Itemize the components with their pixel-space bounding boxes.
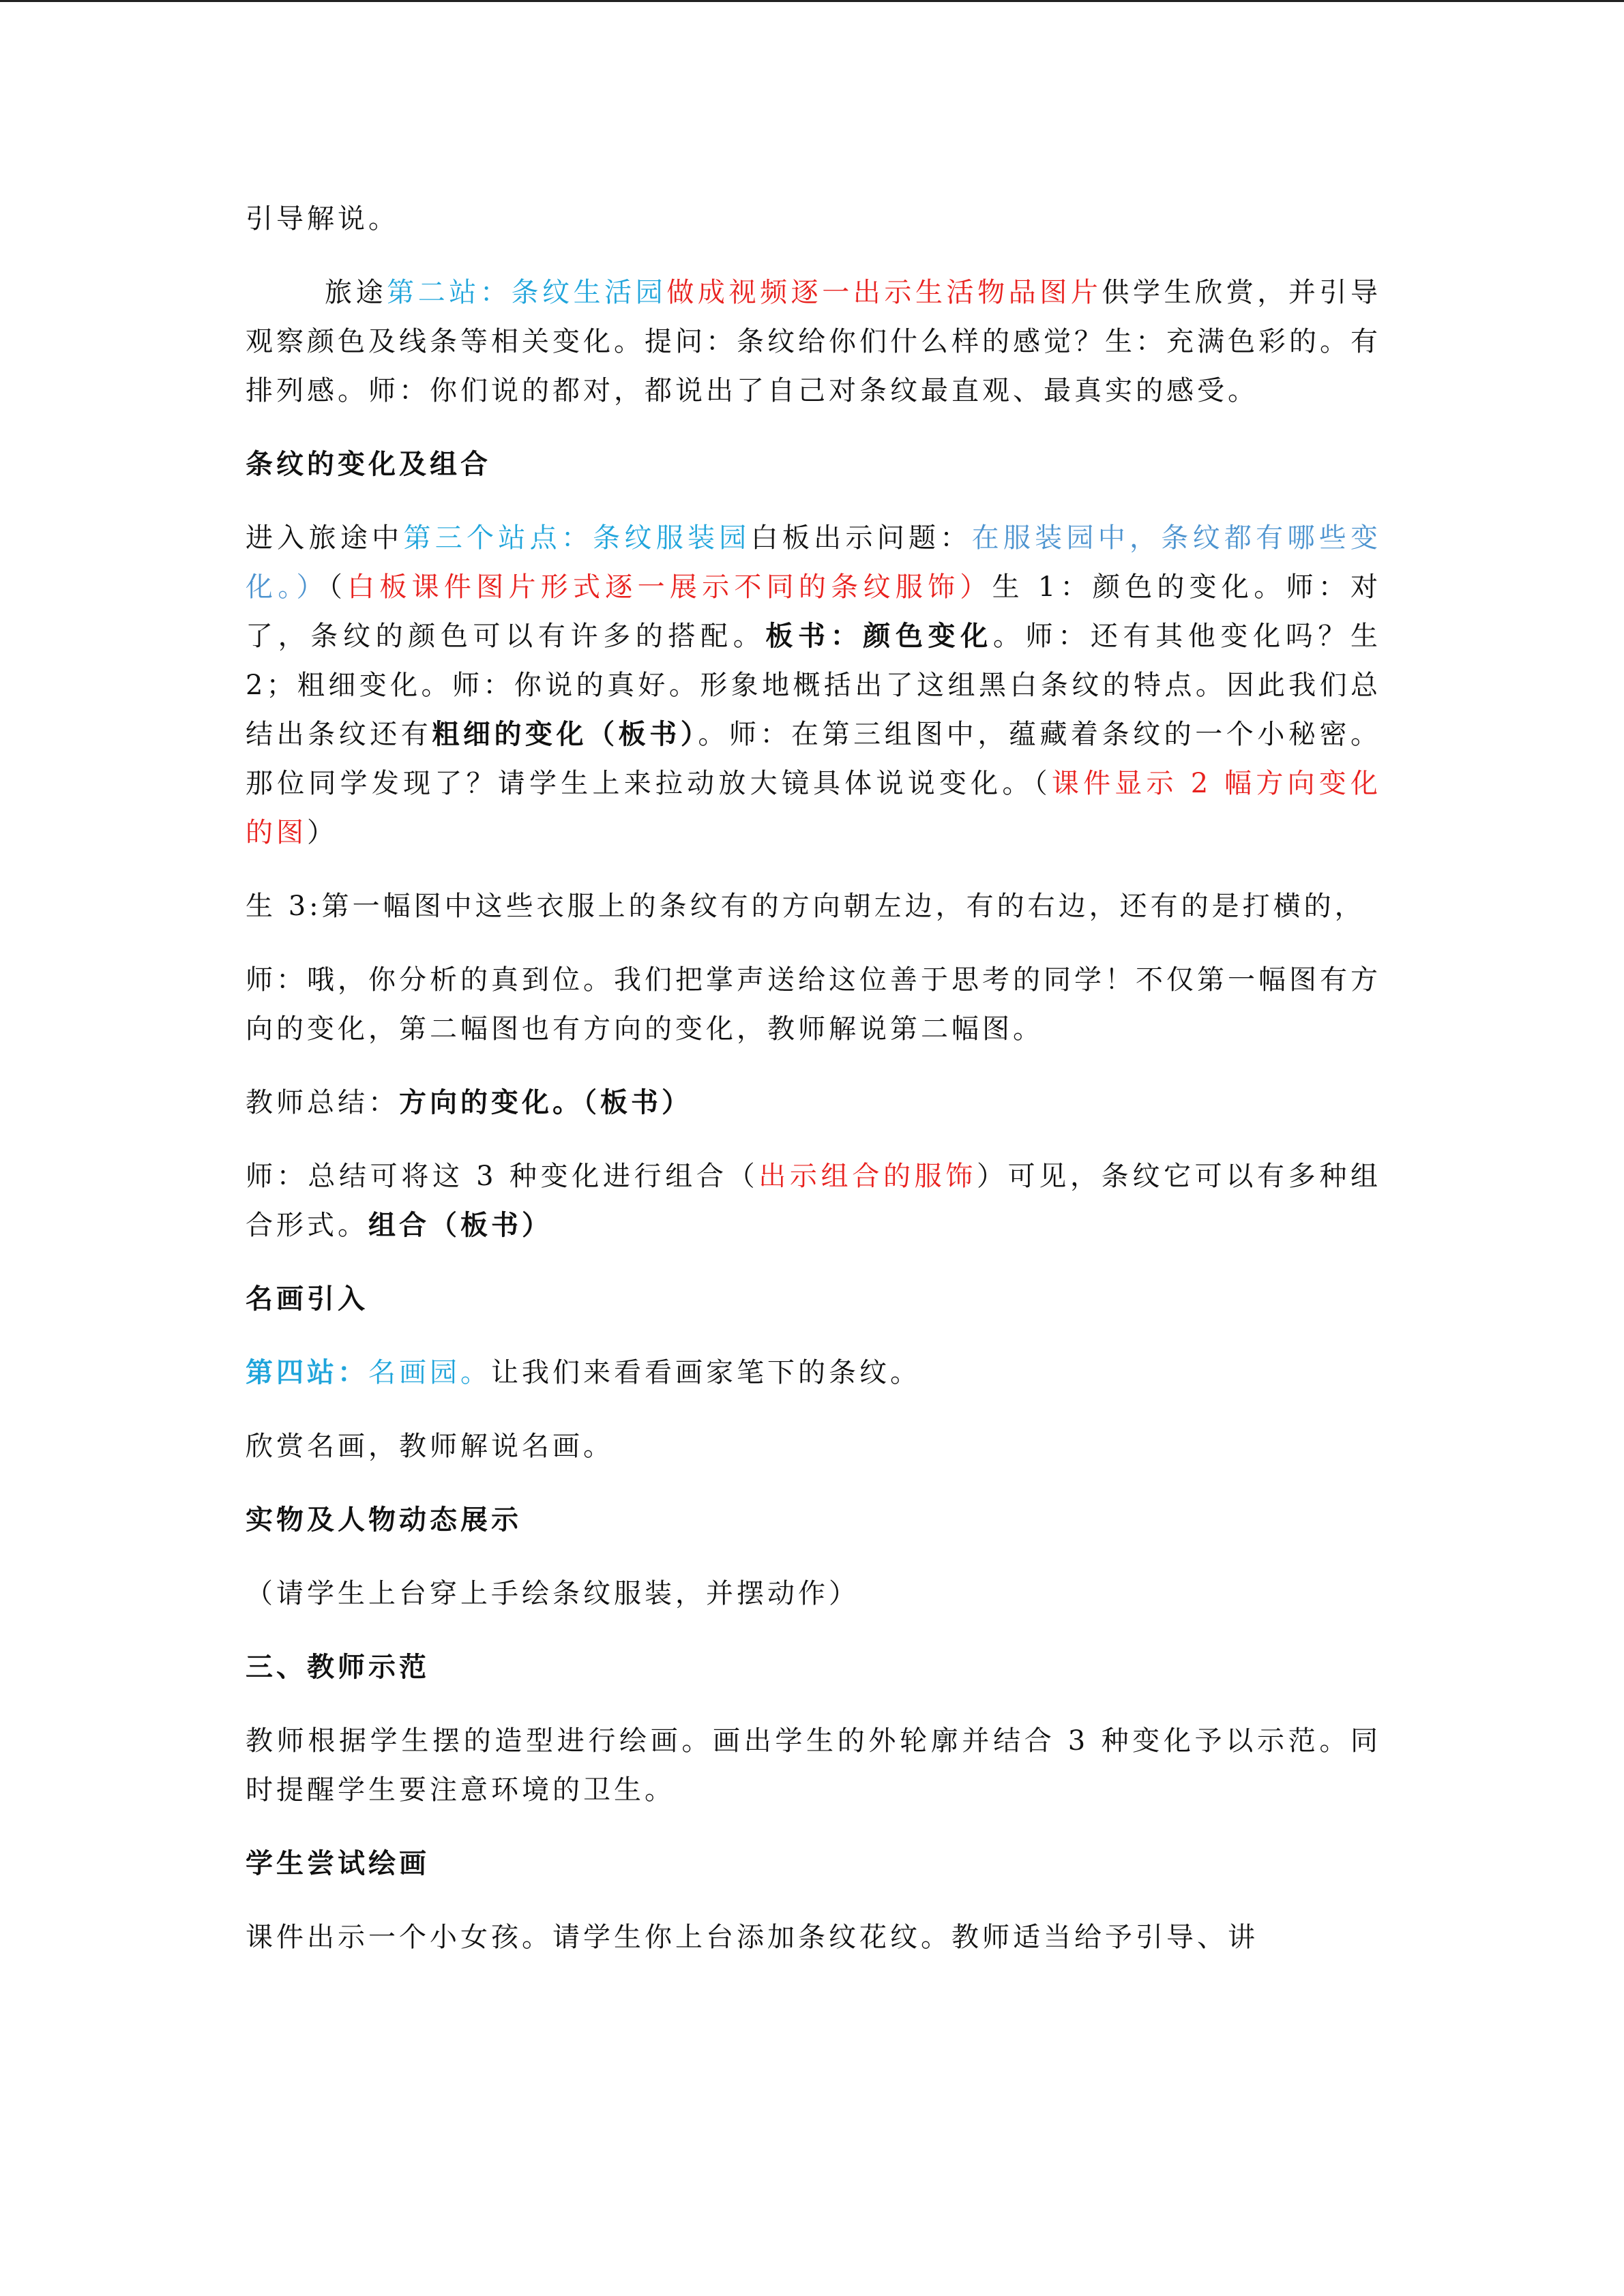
paragraph: [246, 1569, 1381, 1618]
highlighted-text: 在服装园中，条纹都有哪些变化。）: [246, 522, 1382, 603]
highlighted-text: 第二站：条纹生活园: [387, 277, 667, 308]
text-run: 名画引入: [246, 1283, 368, 1315]
paragraph: [246, 1913, 1381, 1962]
highlighted-text: 做成视频逐一出示生活物品图片: [666, 277, 1102, 308]
highlighted-text: 白板课件图片形式逐一展示不同的条纹服饰）: [347, 571, 992, 603]
paragraph: [246, 194, 1381, 243]
text-run: 进入旅途中: [246, 522, 404, 554]
highlighted-text: 课件显示 2 幅方向变化的图: [246, 768, 1381, 848]
highlighted-text: 名画园。: [368, 1357, 491, 1388]
text-run: 生 1：颜色的变化。师：对了，条纹的颜色可以有许多的搭配。: [246, 571, 1382, 652]
text-run: 三、教师示范: [246, 1651, 430, 1683]
section-heading: [246, 440, 1381, 489]
section-heading: [246, 1643, 1381, 1692]
bold-text: 组合（板书）: [368, 1209, 552, 1241]
text-run: 师：哦，你分析的真到位。我们把掌声送给这位善于思考的同学！不仅第一幅图有方向的变化，第二幅图也有方向的变化，教师解说第二幅图。: [246, 964, 1381, 1045]
bold-text: 粗细的变化（板书）: [432, 718, 698, 750]
paragraph: [246, 268, 1381, 415]
text-run: （请学生上台穿上手绘条纹服装，并摆动作）: [246, 1578, 859, 1609]
highlighted-text: 第四站：: [246, 1356, 368, 1388]
highlighted-text: 出示组合的服饰: [758, 1161, 977, 1192]
paragraph: [246, 1422, 1381, 1471]
text-run: 白板出示问题：: [750, 522, 972, 554]
text-run: （: [328, 571, 348, 603]
text-run: 实物及人物动态展示: [246, 1504, 522, 1536]
text-run: 课件出示一个小女孩。请学生你上台添加条纹花纹。教师适当给予引导、讲: [246, 1922, 1258, 1953]
text-run: 旅途: [325, 277, 387, 308]
text-run: 教师总结：: [246, 1087, 399, 1118]
text-run: 生 3:第一幅图中这些衣服上的条纹有的方向朝左边，有的右边，还有的是打横的，: [246, 891, 1365, 922]
paragraph: [246, 513, 1381, 857]
paragraph: [246, 1152, 1381, 1250]
paragraph: [246, 882, 1381, 931]
section-heading: [246, 1495, 1381, 1545]
bold-text: 方向的变化。（板书）: [399, 1086, 692, 1118]
text-run: 。师：还有其他变化吗？生 2；粗细变化。师：你说的真好。形象地概括出了这组黑白条纹的特点。因此我们总结出条纹还有: [246, 621, 1382, 750]
text-run: 教师根据学生摆的造型进行绘画。画出学生的外轮廓并结合 3 种变化予以示范。同时提醒学生要注意环境的卫生。: [246, 1725, 1381, 1806]
text-run: 学生尝试绘画: [246, 1847, 430, 1879]
page-top-border: [0, 0, 1624, 2]
paragraph: [246, 1078, 1381, 1127]
text-run: 供学生欣赏，并引导观察颜色及线条等相关变化。提问：条纹给你们什么样的感觉？生：充满色彩的。有排列感。师：你们说的都对，都说出了自己对条纹最直观、最真实的感受。: [246, 277, 1382, 406]
bold-text: 板书：颜色变化: [765, 620, 993, 652]
text-run: ）: [307, 817, 338, 848]
text-run: 条纹的变化及组合: [246, 448, 491, 480]
text-run: 。师：在第三组图中，蕴藏着条纹的一个小秘密。那位同学发现了？请学生上来拉动放大镜具体说说变化。（: [246, 719, 1382, 799]
text-run: 让我们来看看画家笔下的条纹。: [491, 1357, 921, 1388]
text-run: 师：总结可将这 3 种变化进行组合（: [246, 1161, 759, 1192]
paragraph: [246, 955, 1381, 1054]
paragraph: [246, 1716, 1381, 1815]
document-page: [246, 194, 1381, 1986]
highlighted-text: 第三个站点：条纹服装园: [403, 522, 751, 554]
text-run: 引导解说。: [246, 203, 399, 235]
section-heading: [246, 1839, 1381, 1888]
text-run: 欣赏名画，教师解说名画。: [246, 1431, 614, 1462]
paragraph: [246, 1348, 1381, 1397]
section-heading: [246, 1274, 1381, 1324]
text-run: ）可见，条纹它可以有多种组合形式。: [246, 1161, 1382, 1241]
